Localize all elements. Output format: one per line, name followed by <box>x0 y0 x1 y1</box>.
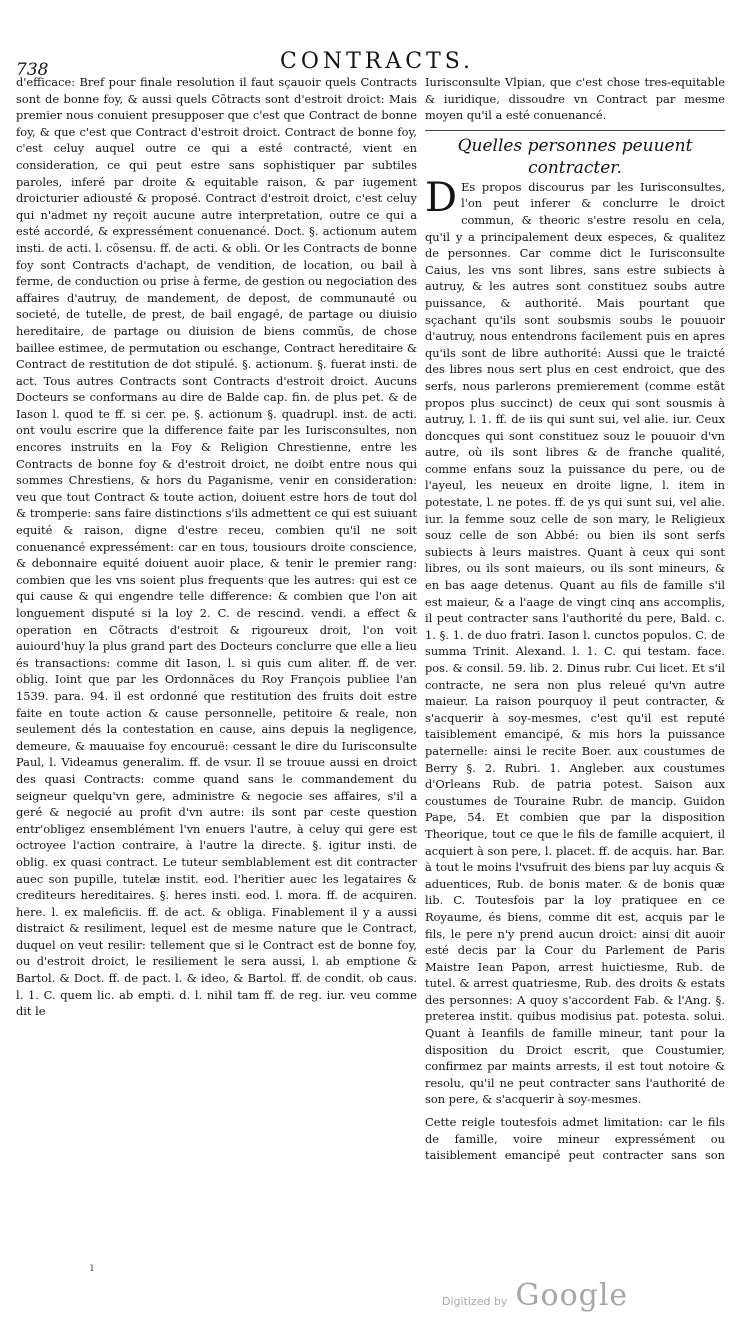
right-column-body <box>425 174 725 1108</box>
right-column <box>425 74 725 1164</box>
left-column <box>16 74 417 1188</box>
right-column-top-text: Iurisconsulte Vlpian, que c'est chose tres-equitable & iuridique, dissoudre vn Contract par mesme moyen qu'il a esté conuenancé. <box>425 75 725 123</box>
right-column-body-2: Cette reigle toutesfois admet limitation: car le fils de famille, voire mineur expressément ou taisiblement emancipé peut contracter sans son <box>425 1115 725 1163</box>
section-rule <box>425 130 725 131</box>
right-column-body-text: Es propos discourus par les Iurisconsultes, l'on peut inferer & conclurre le droict commun, & theoric s'estre resolu en cela, qu'il y a principalement deux especes, & qualitez de personnes. Car comme dict le Iurisconsulte Caius, les vns sont libres, sans estre subiects à autruy, & les autres sont constituez soubs autre puissance, & authorité. Mais pourtant que sçachant qu'ils sont soubsmis soubs le pouuoir d'autruy, nous entendrons facilement puis en apres qu'ils sont de libre authorité: Aussi que le traicté des libres nous sert plus en cest endroict, que des serfs, nous parlerons premierement (comme estãt propos plus succinct) de ceux qui sont sousmis à autruy, l. 1. ff. de iis qui sunt sui, vel alie. iur. Ceux doncques qui sont constituez souz le pouuoir d'vn autre, où ils sont libres & de franche qualité, comme enfans souz la puissance du pere, ou de l'ayeul, les neueux en droite ligne, l. item in potestate, l. ne potes. ff. de ys qui sunt sui, vel alie. iur. la femme souz celle de son mary, le Religieux souz celle de son Abbé: ou bien ils sont serfs subiects à leurs maistres. Quant à ceux qui sont libres, ou ils sont maieurs, ou ils sont mineurs, & en bas aage detenus. Quant au fils de famille s'il est maieur, & a l'aage de vingt cinq ans accomplis, il peut contracter sans l'authorité du pere, Bald. c. 1. §. 1. de duo fratri. Iason l. cunctos populos. C. de summa Trinit. Alexand. l. 1. C. qui testam. face. pos. & consil. 59. lib. 2. Dinus rubr. Cui licet. Et s'il contracte, ne sera non plus releué qu'vn autre maieur. La raison pourquoy il peut contracter, & s'acquerir à soy-mesmes, c'est qu'il est reputé taisiblement emancipé, & mis hors la puissance paternelle: ainsi le recite Boer. aux coustumes de Berry §. 2. Rubri. 1. Angleber. aux coustumes d'Orleans Rub. de patria potest. Saison aux coustumes de Touraine Rubr. de mancip. Guidon Pape, 54. Et combien que par la disposition Theorique, tout ce que le fils de famille acquiert, il acquiert à son pere, l. placet. ff. de acquis. har. Bar. à tout le moins l'vsufruit des biens par luy acquis & aduentices, Rub. de bonis mater. & de bonis quæ lib. C. Toutesfois par la loy pratiquee en ce Royaume, és biens, comme dit est, acquis par le fils, le pere n'y prend aucun droict: ainsi dit auoir esté decis par la Cour du Parlement de Paris Maistre Iean Papon, arrest huictiesme, Rub. de tutel. & arrest quatriesme, Rub. des droits & estats des personnes: A quoy s'accordent Fab. & l'Ang. §. preterea instit. quibus modisius pat. potesta. solui. Quant à Ieanfils de famille mineur, tant pour la disposition du Droict escrit, que Coustumier, confirmez par maints arrests, il est tout notoire & resolu, qu'il ne peut contracter sans l'authorité de son pere, & s'acquerir à soy-mesmes. <box>425 179 725 1107</box>
google-logo: Google <box>515 1278 629 1313</box>
left-column-text: d'efficace: Bref pour finale resolution il faut sçauoir quels Contracts sont de bonne foy, & aussi quels Cõtracts sont d'estroit droict: Mais premier nous conuient presupposer que c'est que Contract de bonne foy, & que c'est que Contract d'estroit droict. Contract de bonne foy, c'est celuy auquel outre ce qui a esté contracté, vient en consideration, ce qui peut estre sans sophistiquer par subtiles paroles, inferé par droite & equitable raison, & par iugement droicturier adiousté & proposé. Contract d'estroit droict, c'est celuy qui n'admet ny reçoit aucune autre interpretation, outre ce qui a esté accordé, & expressément conuenancé. Doct. §. actionum autem insti. de acti. l. cõsensu. ff. de acti. & obli. Or les Contracts de bonne foy sont Contracts d'achapt, de vendition, de location, ou bail à ferme, de conduction ou prise à ferme, de gestion ou negociation des affaires d'autruy, de mandement, de depost, de communauté ou societé, de tutelle, de prest, de bail engagé, de partage ou diuisio hereditaire, de partage ou diuision de biens commũs, de chose baillee estimee, de permutation ou eschange, Contract hereditaire & Contract de restitution de dot stipulé. §. actionum. §. fuerat insti. de act. Tous autres Contracts sont Contracts d'estroit droict. Aucuns Docteurs se conformans au dire de Balde cap. fin. de plus pet. & de Iason l. quod te ff. si cer. pe. §. actionum §. quadrupl. inst. de acti. ont voulu escrire que la difference faite par les Iurisconsultes, non encores instruits en la Foy & Religion Chrestienne, entre les Contracts de bonne foy & d'estroit droict, ne doibt entre nous qui sommes Chrestiens, & hors du Paganisme, venir en consideration: veu que tout Contract & toute action, doiuent estre hors de tout dol & tromperie: sans faire distinctions s'ils admettent ce qui est suiuant equité & raison, digne d'estre receu, combien qu'il ne soit conuenancé expressément: car en tous, tousiours droite conscience, & debonnaire equité doiuent auoir place, & tenir le premier rang: combien que les vns soient plus frequents que les autres: qui est ce qui cause & qui engendre telle difference: & combien que l'on ait longuement disputé si la loy 2. C. de rescind. vendi. a effect & operation en Cõtracts d'estroit & rigoureux droit, l'on voit auiourd'huy la plus grand part des Docteurs conclurre que elle a lieu és transactions: comme dit Iason, l. si quis cum aliter. ff. de ver. oblig. Ioint que par les Ordonnãces du Roy François publiee l'an 1539. para. 94. il est ordonné que restitution des fruits doit estre faite en toute action & cause personnelle, petitoire & reale, non seulement dés la contestation en cause, ains depuis la negligence, demeure, & mauuaise foy encouruë: cessant le dire du Iurisconsulte Paul, l. Videamus generalim. ff. de vsur. Il se trouue aussi en droict des quasi Contracts: comme quand sans le commandement du seigneur quelqu'vn gere, administre & negocie ses affaires, s'il a geré & negocié au profit d'vn autre: ils sont par ceste question entr'obligez ensemblément l'vn enuers l'autre, à celuy qui gere est octroyee l'action contraire, à l'autre la directe. §. igitur insti. de oblig. ex quasi contract. Le tuteur semblablement est dit contracter auec son pupille, tutelæ instit. eod. l'heritier auec les legataires & crediteurs hereditaires. §. heres insti. eod. l. mora. ff. de acquiren. here. l. ex maleficiis. ff. de act. & obliga. Finablement il y a aussi distraict & resiliment, lequel est de mesme nature que le Contract, duquel on veut resilir: tellement que si le Contract est de bonne foy, ou d'estroit droict, le resiliement le sera aussi, l. ab emptione & Bartol. & Doct. ff. de pact. l. & ideo, & Bartol. ff. de condit. ob caus. l. 1. C. quem lic. ab empti. d. l. nihil tam ff. de reg. iur. veu comme dit le <box>16 75 417 1019</box>
dropcap: D <box>425 174 458 221</box>
digitized-label: Digitized by <box>442 1295 508 1308</box>
digitized-by-google <box>442 1278 628 1313</box>
section-heading: Quelles personnes peuuent contracter. <box>457 135 693 178</box>
running-head: CONTRACTS. <box>280 49 475 74</box>
margin-mark: ı <box>90 1260 94 1274</box>
page-number: 738 <box>16 60 49 80</box>
